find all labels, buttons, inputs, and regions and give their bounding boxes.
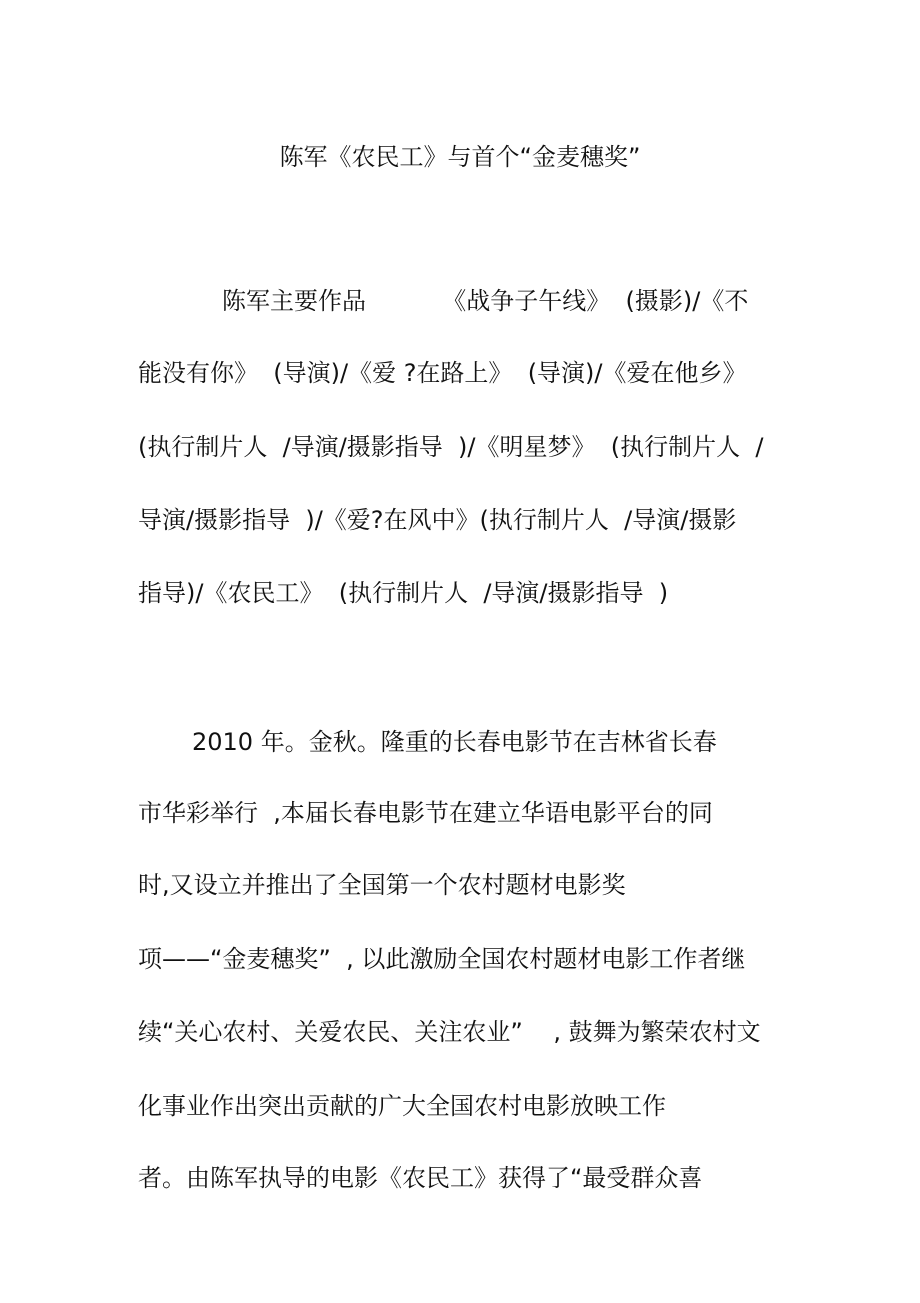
paragraph-line: 市华彩举行 ,本届长春电影节在建立华语电影平台的同 <box>138 799 713 827</box>
paragraph-line: 导演/摄影指导 )/《爱?在风中》(执行制片人 /导演/摄影 <box>138 506 737 534</box>
paragraph-line: 能没有你》 (导演)/《爱 ?在路上》 (导演)/《爱在他乡》 <box>138 359 747 387</box>
paragraph-line: 项——“金麦穗奖” , 以此激励全国农村题材电影工作者继 <box>138 945 746 973</box>
paragraph-line: 2010 年。金秋。隆重的长春电影节在吉林省长春 <box>192 728 717 756</box>
document-title: 陈军《农民工》与首个“金麦穗奖” <box>279 143 641 171</box>
paragraph-line: (执行制片人 /导演/摄影指导 )/《明星梦》 (执行制片人 / <box>138 433 764 461</box>
paragraph-line: 时,又设立并推出了全国第一个农村题材电影奖 <box>138 871 626 899</box>
paragraph-line: 化事业作出突出贡献的广大全国农村电影放映工作 <box>138 1092 666 1120</box>
paragraph-line: 指导)/《农民工》 (执行制片人 /导演/摄影指导 ) <box>138 579 669 607</box>
paragraph-line: 者。由陈军执导的电影《农民工》获得了“最受群众喜 <box>138 1164 703 1192</box>
paragraph-line: 续“关心农村、关爱农民、关注农业” , 鼓舞为繁荣农村文 <box>138 1018 761 1046</box>
paragraph-line: 陈军主要作品 《战争子午线》 (摄影)/《不 <box>222 287 749 315</box>
